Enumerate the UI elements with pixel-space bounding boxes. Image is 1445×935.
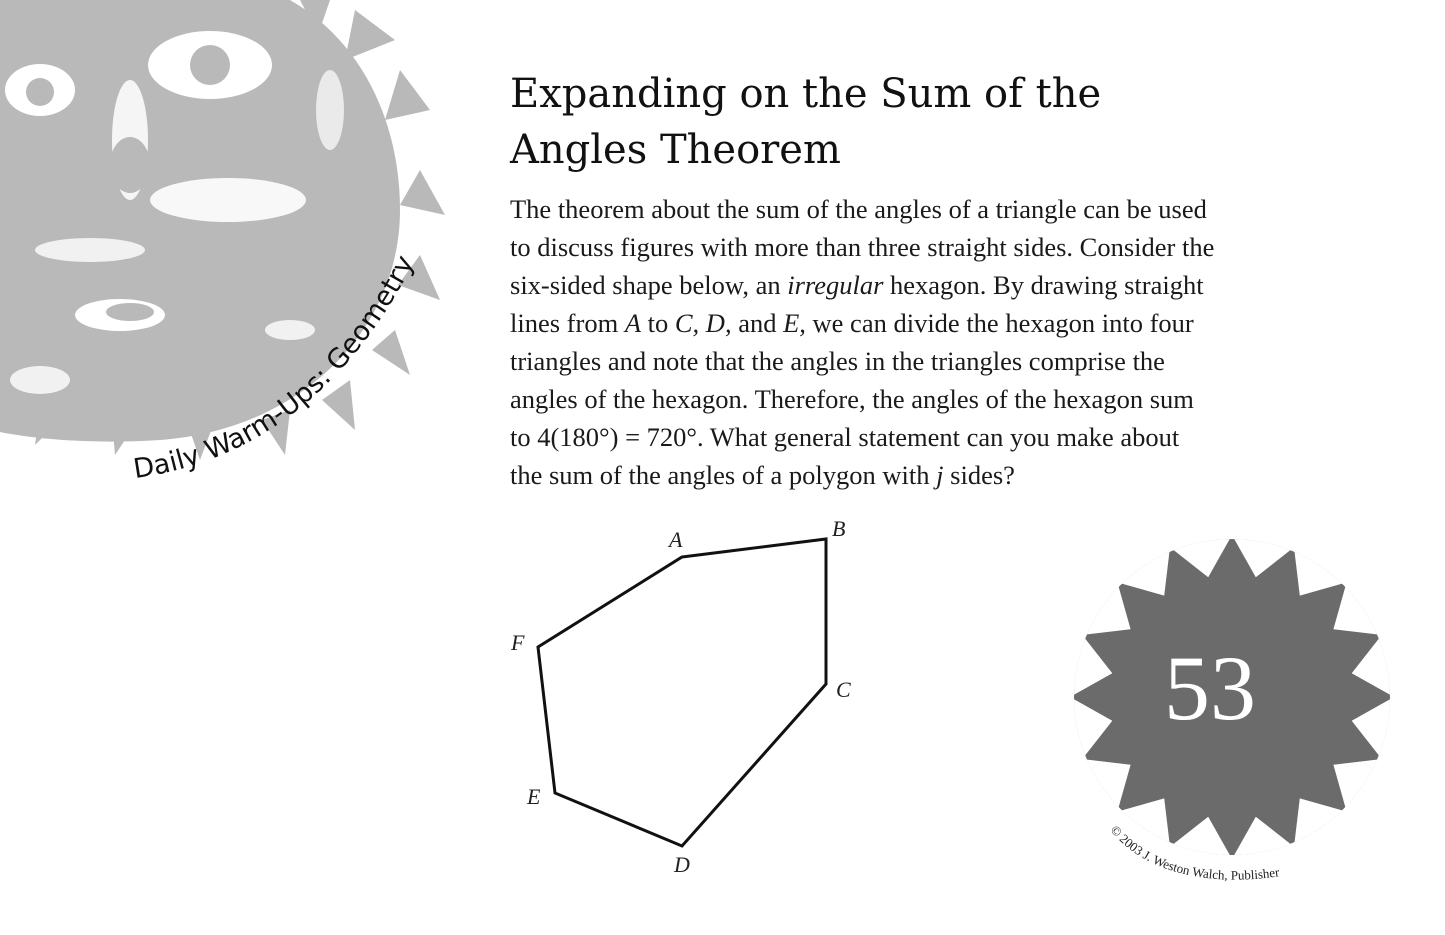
text-line: lines from A to C, D, and E, we can divide the hexagon into four bbox=[510, 308, 1194, 338]
copyright-text: © 2003 J. Weston Walch, Publisher bbox=[1107, 822, 1281, 883]
page-number: 53 bbox=[1164, 637, 1256, 739]
vertex-label-d: D bbox=[674, 852, 690, 877]
text-line: to 4(180°) = 720°. What general statement can you make about bbox=[510, 422, 1180, 452]
vertex-label-f: F bbox=[511, 630, 525, 655]
text-line: the sum of the angles of a polygon with j sides? bbox=[510, 460, 1015, 490]
vertex-label-c: C bbox=[836, 677, 851, 702]
text-line: to discuss figures with more than three straight sides. Consider the bbox=[510, 232, 1215, 262]
title-line-2: Angles Theorem bbox=[510, 127, 841, 173]
series-label: Daily Warm-Ups: Geometry bbox=[131, 250, 421, 486]
title-line-1: Expanding on the Sum of the bbox=[510, 71, 1102, 117]
text-line: triangles and note that the angles in the triangles comprise the bbox=[510, 346, 1165, 376]
vertex-label-a: A bbox=[669, 527, 683, 552]
text-line: six-sided shape below, an irregular hexagon. By drawing straight bbox=[510, 270, 1204, 300]
vertex-label-e: E bbox=[527, 784, 541, 809]
text-line: angles of the hexagon. Therefore, the angles of the hexagon sum bbox=[510, 384, 1194, 414]
vertex-label-b: B bbox=[832, 516, 846, 541]
text-line: The theorem about the sum of the angles of a triangle can be used bbox=[510, 194, 1207, 224]
